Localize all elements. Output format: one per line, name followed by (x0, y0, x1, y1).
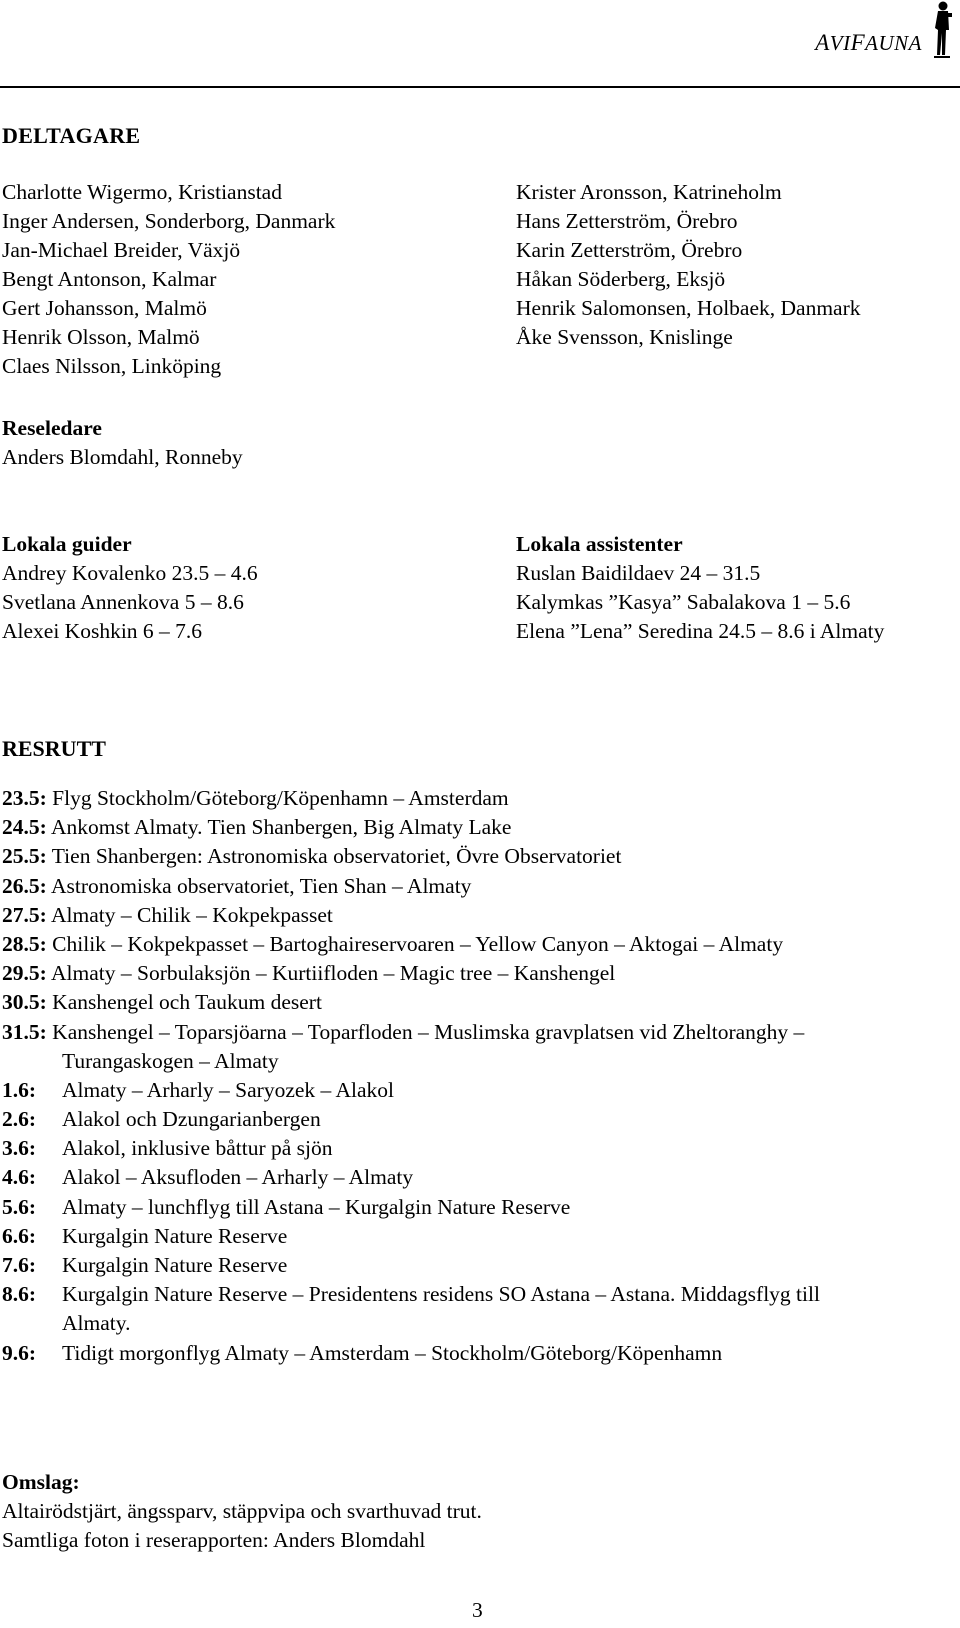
route-date: 6.6: (2, 1223, 37, 1248)
route-text: Chilik – Kokpekpasset – Bartoghaireservoaren – Yellow Canyon – Aktogai – Almaty (52, 931, 784, 956)
route-date: 3.6: (2, 1136, 37, 1161)
header-rule (0, 86, 960, 88)
participant: Håkan Söderberg, Eksjö (516, 267, 726, 291)
participant: Henrik Olsson, Malmö (2, 325, 200, 349)
route-text: Kurgalgin Nature Reserve (62, 1253, 288, 1277)
route-text: Kurgalgin Nature Reserve (62, 1223, 288, 1248)
route-date: 26.5: (2, 873, 47, 898)
route-text: Almaty – lunchflyg till Astana – Kurgalgin Nature Reserve (62, 1194, 571, 1219)
route-date: 27.5: (2, 902, 47, 927)
participant: Krister Aronsson, Katrineholm (516, 180, 782, 204)
route-text: Kurgalgin Nature Reserve – Presidentens residens SO Astana – Astana. Middagsflyg till (62, 1282, 820, 1307)
page-number: 3 (472, 1598, 483, 1622)
participant: Bengt Antonson, Kalmar (2, 267, 217, 291)
cover-description: Altairödstjärt, ängssparv, stäppvipa och svarthuvad trut. (2, 1499, 482, 1523)
route-text: Alakol, inklusive båttur på sjön (62, 1136, 333, 1161)
guides-heading: Lokala guider (2, 532, 132, 556)
cover-heading: Omslag: (2, 1470, 80, 1494)
cover-section (2, 1468, 482, 1555)
route-date: 31.5: (2, 1019, 47, 1044)
route-text: Alakol – Aksufloden – Arharly – Almaty (62, 1165, 414, 1190)
route-text: Astronomiska observatoriet, Tien Shan – Almaty (51, 873, 472, 898)
participants-heading: DELTAGARE (2, 123, 141, 148)
assistant: Ruslan Baidildaev 24 – 31.5 (516, 561, 761, 585)
route-date: 1.6: (2, 1077, 37, 1102)
guide: Andrey Kovalenko 23.5 – 4.6 (2, 561, 258, 585)
guide: Alexei Koshkin 6 – 7.6 (2, 619, 203, 643)
participant: Claes Nilsson, Linköping (2, 354, 222, 378)
logo-letter-f: F (850, 30, 866, 55)
route-date: 4.6: (2, 1165, 37, 1190)
route-text: Almaty – Sorbulaksjön – Kurtiifloden – Magic tree – Kanshengel (51, 961, 616, 986)
assistants-section (516, 530, 884, 646)
participant: Henrik Salomonsen, Holbaek, Danmark (516, 296, 861, 320)
route-date: 29.5: (2, 961, 47, 986)
participants-right-list (516, 178, 861, 352)
route-text: Flyg Stockholm/Göteborg/Köpenhamn – Amsterdam (52, 786, 509, 810)
assistant: Elena ”Lena” Seredina 24.5 – 8.6 i Almaty (516, 619, 885, 643)
route-date: 23.5: (2, 786, 47, 810)
route-date: 30.5: (2, 990, 47, 1015)
logo-letters-vi: VI (829, 31, 851, 55)
route-date: 25.5: (2, 844, 47, 869)
route-date: 5.6: (2, 1194, 37, 1219)
route-text: Kanshengel – Toparsjöarna – Toparfloden – Muslimska gravplatsen vid Zheltoranghy – (52, 1019, 805, 1044)
route-date: 28.5: (2, 931, 47, 956)
participant: Karin Zetterström, Örebro (516, 238, 743, 262)
route-text: Tidigt morgonflyg Almaty – Amsterdam – Stockholm/Göteborg/Köpenhamn (62, 1340, 723, 1365)
assistants-heading: Lokala assistenter (516, 532, 683, 556)
route-text-continued: Almaty. (62, 1311, 131, 1336)
route-date: 9.6: (2, 1340, 37, 1365)
route-text: Tien Shanbergen: Astronomiska observatoriet, Övre Observatoriet (51, 844, 622, 869)
leader-name: Anders Blomdahl, Ronneby (2, 445, 243, 469)
route-text: Kanshengel och Taukum desert (52, 990, 322, 1015)
route-text: Almaty – Chilik – Kokpekpasset (51, 902, 333, 927)
assistant: Kalymkas ”Kasya” Sabalakova 1 – 5.6 (516, 590, 851, 614)
guide: Svetlana Annenkova 5 – 8.6 (2, 590, 244, 614)
route-text: Ankomst Almaty. Tien Shanbergen, Big Almaty Lake (51, 815, 512, 840)
participants-left-list (2, 178, 335, 381)
route-date: 24.5: (2, 815, 47, 840)
participant: Åke Svensson, Knislinge (516, 325, 733, 349)
photo-credit: Samtliga foton i reserapporten: Anders Blomdahl (2, 1528, 426, 1552)
participant: Charlotte Wigermo, Kristianstad (2, 180, 282, 204)
logo-letter-a: A (815, 30, 830, 55)
route-text-continued: Turangaskogen – Almaty (62, 1048, 279, 1073)
participant: Jan-Michael Breider, Växjö (2, 238, 241, 262)
route-date: 8.6: (2, 1282, 37, 1307)
birdwatcher-icon (930, 0, 954, 58)
route-heading: RESRUTT (2, 736, 106, 761)
route-date: 7.6: (2, 1253, 37, 1277)
route-text: Almaty – Arharly – Saryozek – Alakol (62, 1077, 394, 1102)
route-text: Alakol och Dzungarianbergen (62, 1107, 321, 1132)
avifauna-logo (815, 31, 922, 55)
guides-section (2, 530, 258, 646)
leader-section (2, 414, 243, 472)
participant: Inger Andersen, Sonderborg, Danmark (2, 209, 336, 233)
route-date: 2.6: (2, 1107, 37, 1132)
participant: Hans Zetterström, Örebro (516, 209, 738, 233)
leader-heading: Reseledare (2, 416, 102, 440)
logo-letters-auna: AUNA (865, 31, 922, 55)
route-list (2, 784, 958, 1368)
participant: Gert Johansson, Malmö (2, 296, 207, 320)
